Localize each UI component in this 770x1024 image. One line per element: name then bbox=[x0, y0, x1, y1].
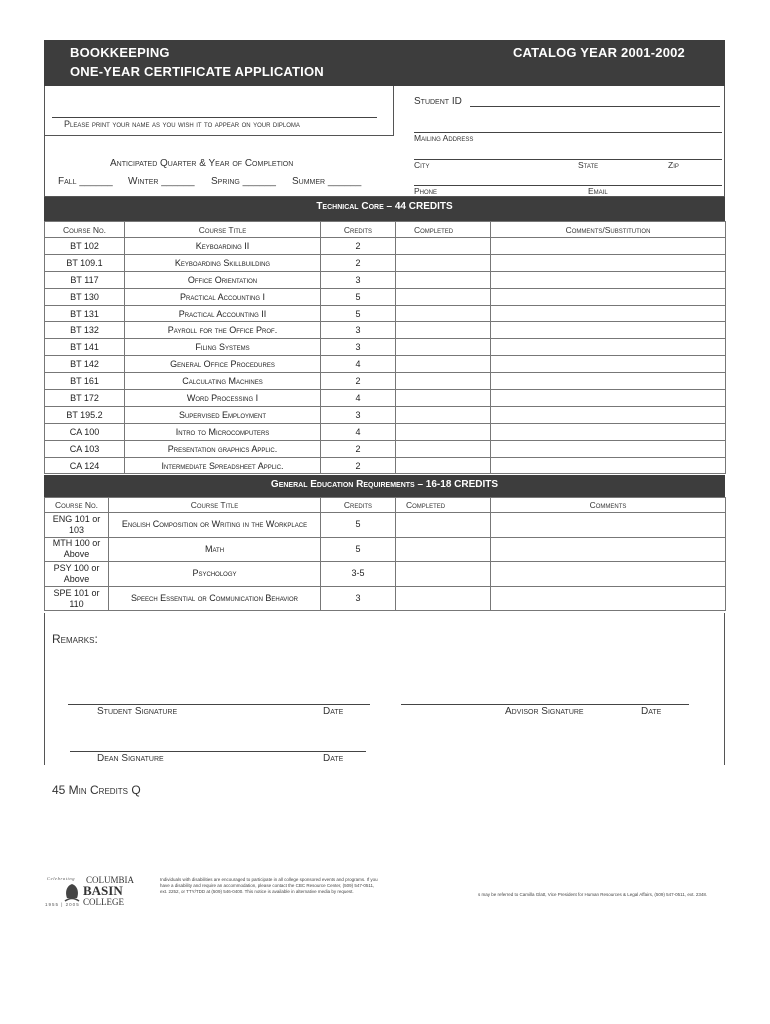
col-comments: Comments bbox=[491, 498, 726, 513]
credits-cell: 2 bbox=[321, 238, 396, 255]
comments-cell[interactable] bbox=[491, 254, 726, 271]
credits-cell: 2 bbox=[321, 254, 396, 271]
table-row bbox=[45, 254, 726, 271]
course-no-cell: BT 161 bbox=[45, 373, 125, 390]
credits-cell: 2 bbox=[321, 373, 396, 390]
completed-cell[interactable] bbox=[396, 322, 491, 339]
completed-cell[interactable] bbox=[396, 537, 491, 562]
comments-cell[interactable] bbox=[491, 356, 726, 373]
comments-cell[interactable] bbox=[491, 339, 726, 356]
course-no-cell: BT 195.2 bbox=[45, 406, 125, 423]
remarks-label: Remarks: bbox=[52, 632, 98, 646]
completed-cell[interactable] bbox=[396, 373, 491, 390]
diploma-name-label: Please print your name as you wish it to appear on your diploma bbox=[64, 119, 300, 129]
phone-label: Phone bbox=[414, 186, 438, 196]
col-course-title: Course Title bbox=[109, 498, 321, 513]
dean-date-label: Date bbox=[323, 753, 344, 764]
course-title-cell: Practical Accounting II bbox=[125, 305, 321, 322]
completed-cell[interactable] bbox=[396, 271, 491, 288]
table-row bbox=[45, 562, 726, 587]
college-logo: Celebrating COLUMBIA BASIN COLLEGE 1955 | 2005 bbox=[45, 875, 135, 907]
col-completed: Completed bbox=[396, 498, 491, 513]
comments-cell[interactable] bbox=[491, 537, 726, 562]
table-row bbox=[45, 537, 726, 562]
course-title-cell: Math bbox=[109, 537, 321, 562]
course-no-cell: BT 141 bbox=[45, 339, 125, 356]
email-label: Email bbox=[588, 186, 608, 196]
comments-cell[interactable] bbox=[491, 373, 726, 390]
course-no-cell: PSY 100 or Above bbox=[45, 562, 109, 587]
technical-core-title: Technical Core – 44 CREDITS bbox=[44, 197, 725, 221]
table-row bbox=[45, 322, 726, 339]
zip-label: Zip bbox=[668, 160, 679, 170]
table-row bbox=[45, 339, 726, 356]
completed-cell[interactable] bbox=[396, 457, 491, 474]
table-row bbox=[45, 390, 726, 407]
credits-cell: 3 bbox=[321, 339, 396, 356]
comments-cell[interactable] bbox=[491, 562, 726, 587]
general-education-table bbox=[44, 497, 726, 611]
catalog-year: CATALOG YEAR 2001-2002 bbox=[512, 45, 685, 60]
basin-logo-icon bbox=[63, 883, 81, 903]
disability-notice: Individuals with disabilities are encouraged to participate in all college sponsored events and programs. If you have a disability and require an accommodation, please contact the CBC Resource Center, (509) 547-0511, ext. 2252, or TTY/TDD at (509) 546-0400. This notice is available in alternative media by request. bbox=[160, 877, 378, 895]
student-id-field[interactable] bbox=[470, 106, 720, 107]
completed-cell[interactable] bbox=[396, 356, 491, 373]
course-no-cell: MTH 100 or Above bbox=[45, 537, 109, 562]
name-line[interactable] bbox=[52, 117, 377, 118]
comments-cell[interactable] bbox=[491, 322, 726, 339]
comments-cell[interactable] bbox=[491, 440, 726, 457]
credits-cell: 4 bbox=[321, 423, 396, 440]
credits-cell: 4 bbox=[321, 356, 396, 373]
course-no-cell: CA 124 bbox=[45, 457, 125, 474]
completed-cell[interactable] bbox=[396, 238, 491, 255]
course-title-cell: General Office Procedures bbox=[125, 356, 321, 373]
state-label: State bbox=[578, 160, 599, 170]
phone-email-field[interactable] bbox=[414, 185, 722, 186]
credits-cell: 5 bbox=[321, 513, 396, 538]
credits-cell: 5 bbox=[321, 305, 396, 322]
completed-cell[interactable] bbox=[396, 288, 491, 305]
min-credits-note: 45 Min Credits Q bbox=[52, 783, 141, 797]
student-signature-label: Student Signature bbox=[97, 706, 178, 717]
completed-cell[interactable] bbox=[396, 513, 491, 538]
credits-cell: 3 bbox=[321, 271, 396, 288]
completed-cell[interactable] bbox=[396, 562, 491, 587]
advisor-signature-line[interactable] bbox=[401, 704, 689, 705]
course-title-cell: Supervised Employment bbox=[125, 406, 321, 423]
remarks-field[interactable] bbox=[52, 650, 712, 690]
table-row bbox=[45, 457, 726, 474]
course-no-cell: BT 109.1 bbox=[45, 254, 125, 271]
course-no-cell: BT 172 bbox=[45, 390, 125, 407]
table-row bbox=[45, 423, 726, 440]
col-course-no: Course No. bbox=[45, 498, 109, 513]
table-row bbox=[45, 586, 726, 611]
col-credits: Credits bbox=[321, 498, 396, 513]
course-title-cell: Keyboarding II bbox=[125, 238, 321, 255]
student-signature-line[interactable] bbox=[68, 704, 370, 705]
col-comments: Comments/Substitution bbox=[491, 222, 726, 238]
completion-label: Anticipated Quarter & Year of Completion bbox=[110, 158, 294, 169]
referral-notice: s may be referred to Camilla Glatt, Vice President for Human Resources & Legal Affairs, (509) 547-0511, ext. 2348. bbox=[478, 892, 708, 897]
quarter-winter[interactable]: Winter ______ bbox=[128, 176, 195, 187]
table-row bbox=[45, 288, 726, 305]
completed-cell[interactable] bbox=[396, 254, 491, 271]
course-no-cell: BT 117 bbox=[45, 271, 125, 288]
col-credits: Credits bbox=[321, 222, 396, 238]
advisor-date-label: Date bbox=[641, 706, 662, 717]
credits-cell: 3-5 bbox=[321, 562, 396, 587]
comments-cell[interactable] bbox=[491, 305, 726, 322]
table-row bbox=[45, 305, 726, 322]
course-title-cell: Intermediate Spreadsheet Applic. bbox=[125, 457, 321, 474]
comments-cell[interactable] bbox=[491, 288, 726, 305]
course-title-cell: Psychology bbox=[109, 562, 321, 587]
application-title: ONE-YEAR CERTIFICATE APPLICATION bbox=[70, 64, 324, 79]
comments-cell[interactable] bbox=[491, 238, 726, 255]
credits-cell: 2 bbox=[321, 440, 396, 457]
table-row bbox=[45, 406, 726, 423]
city-label: City bbox=[414, 160, 430, 170]
course-title-cell: Calculating Machines bbox=[125, 373, 321, 390]
student-id-label: Student ID bbox=[414, 96, 462, 107]
program-title: BOOKKEEPING bbox=[70, 45, 170, 60]
course-title-cell: Intro to Microcomputers bbox=[125, 423, 321, 440]
course-no-cell: ENG 101 or 103 bbox=[45, 513, 109, 538]
table-row bbox=[45, 356, 726, 373]
course-title-cell: English Composition or Writing in the Workplace bbox=[109, 513, 321, 538]
course-no-cell: BT 130 bbox=[45, 288, 125, 305]
quarter-summer[interactable]: Summer ______ bbox=[292, 176, 362, 187]
comments-cell[interactable] bbox=[491, 271, 726, 288]
course-title-cell: Filing Systems bbox=[125, 339, 321, 356]
col-course-title: Course Title bbox=[125, 222, 321, 238]
technical-core-table bbox=[44, 221, 726, 474]
course-title-cell: Office Orientation bbox=[125, 271, 321, 288]
course-title-cell: Speech Essential or Communication Behavior bbox=[109, 586, 321, 611]
comments-cell[interactable] bbox=[491, 390, 726, 407]
comments-cell[interactable] bbox=[491, 586, 726, 611]
completed-cell[interactable] bbox=[396, 406, 491, 423]
form-header bbox=[44, 40, 725, 86]
course-title-cell: Keyboarding Skillbuilding bbox=[125, 254, 321, 271]
advisor-signature-label: Advisor Signature bbox=[505, 706, 584, 717]
course-title-cell: Presentation graphics Applic. bbox=[125, 440, 321, 457]
table-row bbox=[45, 373, 726, 390]
dean-signature-line[interactable] bbox=[70, 751, 366, 752]
credits-cell: 3 bbox=[321, 586, 396, 611]
table-row bbox=[45, 271, 726, 288]
completed-cell[interactable] bbox=[396, 440, 491, 457]
table-row bbox=[45, 513, 726, 538]
course-title-cell: Payroll for the Office Prof. bbox=[125, 322, 321, 339]
credits-cell: 5 bbox=[321, 537, 396, 562]
table-row bbox=[45, 238, 726, 255]
course-title-cell: Word Processing I bbox=[125, 390, 321, 407]
completed-cell[interactable] bbox=[396, 586, 491, 611]
comments-cell[interactable] bbox=[491, 457, 726, 474]
dean-signature-label: Dean Signature bbox=[97, 753, 164, 764]
completed-cell[interactable] bbox=[396, 390, 491, 407]
credits-cell: 2 bbox=[321, 457, 396, 474]
credits-cell: 3 bbox=[321, 406, 396, 423]
table-row bbox=[45, 440, 726, 457]
comments-cell[interactable] bbox=[491, 513, 726, 538]
course-no-cell: BT 132 bbox=[45, 322, 125, 339]
table-header-row bbox=[45, 498, 726, 513]
course-no-cell: BT 142 bbox=[45, 356, 125, 373]
course-no-cell: BT 102 bbox=[45, 238, 125, 255]
completed-cell[interactable] bbox=[396, 339, 491, 356]
course-no-cell: SPE 101 or 110 bbox=[45, 586, 109, 611]
table-header-row bbox=[45, 222, 726, 238]
comments-cell[interactable] bbox=[491, 423, 726, 440]
mailing-address-label: Mailing Address bbox=[414, 133, 474, 143]
course-title-cell: Practical Accounting I bbox=[125, 288, 321, 305]
credits-cell: 5 bbox=[321, 288, 396, 305]
student-date-label: Date bbox=[323, 706, 344, 717]
course-no-cell: CA 100 bbox=[45, 423, 125, 440]
quarter-fall[interactable]: Fall ______ bbox=[58, 176, 113, 187]
completed-cell[interactable] bbox=[396, 305, 491, 322]
general-education-title: General Education Requirements – 16-18 CREDITS bbox=[44, 475, 725, 497]
credits-cell: 4 bbox=[321, 390, 396, 407]
course-no-cell: BT 131 bbox=[45, 305, 125, 322]
col-completed: Completed bbox=[396, 222, 491, 238]
quarter-spring[interactable]: Spring ______ bbox=[211, 176, 276, 187]
col-course-no: Course No. bbox=[45, 222, 125, 238]
comments-cell[interactable] bbox=[491, 406, 726, 423]
credits-cell: 3 bbox=[321, 322, 396, 339]
completed-cell[interactable] bbox=[396, 423, 491, 440]
course-no-cell: CA 103 bbox=[45, 440, 125, 457]
